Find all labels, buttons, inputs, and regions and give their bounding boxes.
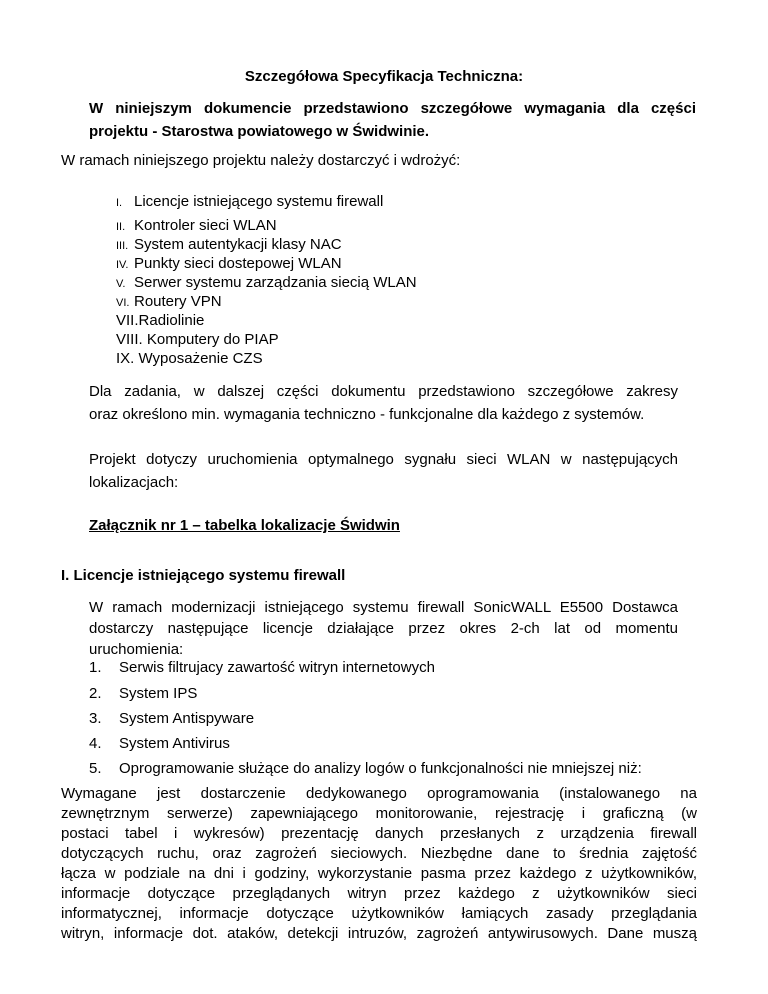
list-item-number: IV. [116,259,129,271]
numbered-item [89,659,435,676]
requirements-line: Wymagane jest dostarczenie dedykowanego oprogramowania (instalowanego na [61,785,697,802]
numbered-item-label: System Antispyware [119,710,255,727]
numbered-item [89,710,254,727]
section-heading: I. Licencje istniejącego systemu firewall [61,567,346,584]
requirements-line: witryn, informacje dot. ataków, detekcji intruzów, zagrożeń antywirusowych. Dane muszą [61,925,697,942]
list-item-label: Punkty sieci dostepowej WLAN [134,255,342,272]
project-line-1: Projekt dotyczy uruchomienia optymalnego sygnału sieci WLAN w następujących [89,451,678,468]
page-title: Szczegółowa Specyfikacja Techniczna: [244,68,524,85]
list-item-label: Wyposażenie CZS [138,350,263,367]
requirements-line: postaci tabel i wykresów) prezentację danych przesłanych z urządzenia firewall [61,825,697,842]
intro-line-2: projektu - Starostwa powiatowego w Świdwinie. [89,123,430,140]
list-item [116,350,263,367]
requirements-line: informacje dotyczące przeglądanych witryn przez każdego z użytkowników sieci [61,885,697,902]
lead-text: W ramach niniejszego projektu należy dostarczyć i wdrożyć: [61,152,461,169]
list-item-label: Licencje istniejącego systemu firewall [134,193,384,210]
numbered-item-number: 5. [89,760,102,777]
requirements-line: dotyczących ruchu, oraz zagrożeń sieciowych. Niezbędne dane to średnia zajętość [61,845,697,862]
numbered-item [89,685,197,702]
list-item-number: I. [116,197,123,209]
requirements-line: zewnętrznym serwerze) zapewniającego monitorowanie, rejestrację i graficzną (w [61,805,697,822]
list-item [116,236,342,253]
list-item [116,293,222,310]
numbered-item-label: System IPS [119,685,198,702]
numbered-item-label: System Antivirus [119,735,230,752]
list-item-number: III. [116,240,129,252]
numbered-item-number: 4. [89,735,102,752]
list-item-label: Radiolinie [138,312,205,329]
tasks-line-1: Dla zadania, w dalszej części dokumentu przedstawiono szczegółowe zakresy [89,383,678,400]
project-paragraph [89,448,678,494]
numbered-item [89,735,230,752]
section-paragraph-line-1: W ramach modernizacji istniejącego systemu firewall SonicWALL E5500 Dostawca [89,599,678,616]
list-item-label: Komputery do PIAP [146,331,279,348]
list-item [116,217,277,234]
section-paragraph-line-2: dostarczy następujące licencje działające przez okres 2-ch lat od momentu [89,620,678,637]
intro-line-1: W niniejszym dokumencie przedstawiono szczegółowe wymagania dla części [89,100,696,117]
list-item-label: Kontroler sieci WLAN [134,217,277,234]
numbered-item-label: Oprogramowanie służące do analizy logów o funkcjonalności nie mniejszej niż: [119,760,642,777]
section-paragraph-line-3: uruchomienia: [89,641,184,658]
numbered-item-number: 2. [89,685,102,702]
numbered-item-number: 3. [89,710,102,727]
tasks-line-2: oraz określono min. wymagania techniczno - funkcjonalne dla każdego z systemów. [89,406,645,423]
numbered-item [89,760,642,777]
requirements-line: łącza w podziale na dni i godziny, wykorzystanie pasma przez każdego z użytkowników, [61,865,697,882]
list-item [116,255,342,272]
numbered-item-number: 1. [89,659,102,676]
list-item-number: II. [116,221,126,233]
section-paragraph [89,597,678,660]
list-item-label: Routery VPN [134,293,222,310]
tasks-paragraph [89,380,678,426]
list-item [116,312,204,329]
list-item-label: System autentykacji klasy NAC [134,236,342,253]
list-item [116,193,383,210]
list-item-number: VIII. [116,331,143,348]
list-item [116,274,417,291]
list-item-label: Serwer systemu zarządzania siecią WLAN [134,274,417,291]
numbered-item-label: Serwis filtrujacy zawartość witryn internetowych [119,659,435,676]
intro-paragraph [89,97,696,143]
requirements-paragraph [61,784,697,944]
list-item [116,331,279,348]
attachment-link[interactable]: Załącznik nr 1 – tabelka lokalizacje Świdwin [89,517,400,534]
requirements-line: informatycznej, informacje dotyczące użytkowników łamiących zasady przeglądania [61,905,697,922]
project-line-2: lokalizacjach: [89,474,179,491]
list-item-number: VII. [116,312,139,329]
list-item-number: VI. [116,297,130,309]
list-item-number: IX. [116,350,135,367]
list-item-number: V. [116,278,126,290]
